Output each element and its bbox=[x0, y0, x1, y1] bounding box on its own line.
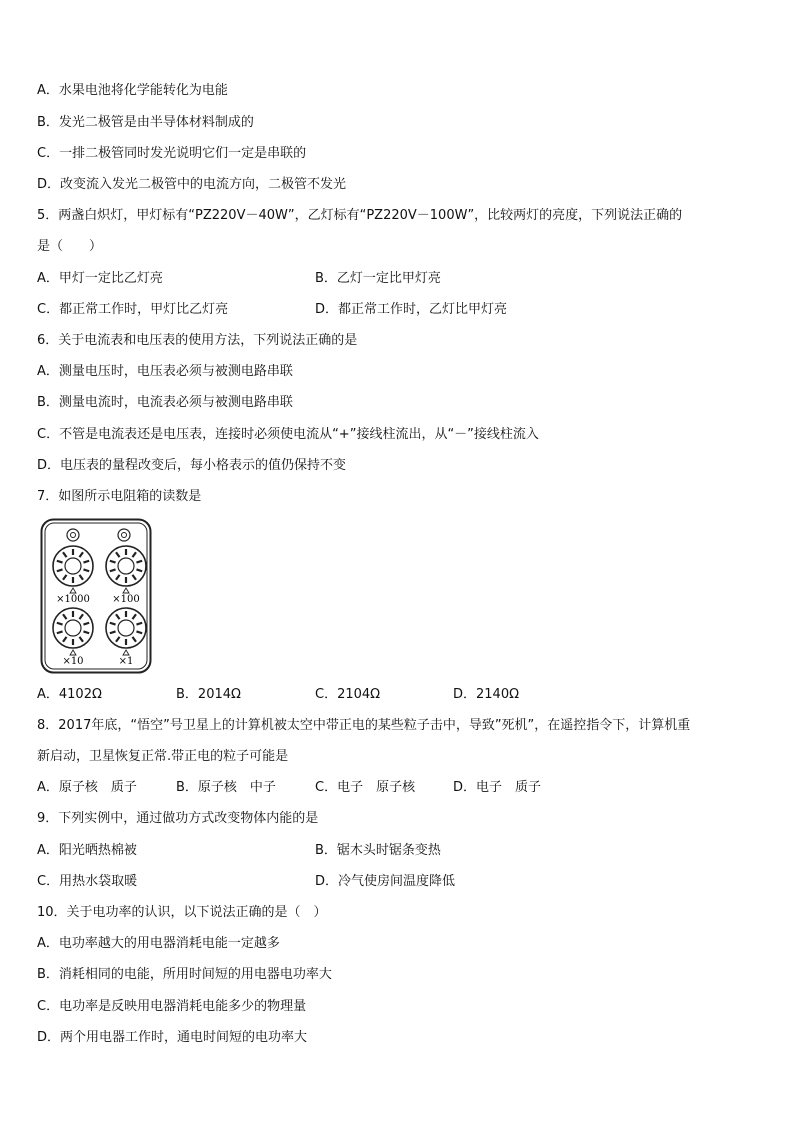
q10-option-d: D．两个用电器工作时，通电时间短的电功率大 bbox=[37, 1030, 308, 1045]
dial-x100-icon bbox=[106, 546, 146, 593]
q8-option-d: D．电子 质子 bbox=[453, 780, 542, 795]
q9-stem: 9．下列实例中，通过做功方式改变物体内能的是 bbox=[37, 811, 319, 826]
q9-option-b: B．锯木头时锯条变热 bbox=[315, 843, 441, 858]
dial-x1-icon bbox=[106, 608, 146, 655]
q4-option-c: C．一排二极管同时发光说明它们一定是串联的 bbox=[37, 146, 307, 161]
q7-stem: 7．如图所示电阻箱的读数是 bbox=[37, 489, 202, 504]
q10-stem: 10．关于电功率的认识，以下说法正确的是（ ） bbox=[37, 905, 327, 920]
dial-label-x100: ×100 bbox=[112, 594, 140, 605]
dial-label-x10: ×10 bbox=[62, 656, 84, 667]
q7-option-b: B．2014Ω bbox=[176, 687, 241, 702]
q7-option-c: C．2104Ω bbox=[315, 687, 381, 702]
q9-option-c: C．用热水袋取暖 bbox=[37, 874, 138, 889]
dial-label-x1000: ×1000 bbox=[56, 594, 90, 605]
q10-option-b: B．消耗相同的电能，所用时间短的用电器电功率大 bbox=[37, 967, 332, 982]
q6-stem: 6．关于电流表和电压表的使用方法，下列说法正确的是 bbox=[37, 333, 358, 348]
q5-option-a: A．甲灯一定比乙灯亮 bbox=[37, 271, 163, 286]
q10-option-a: A．电功率越大的用电器消耗电能一定越多 bbox=[37, 936, 280, 951]
dial-x1000-icon bbox=[53, 546, 93, 593]
terminal-right-icon bbox=[118, 529, 130, 541]
dial-x10-icon bbox=[53, 608, 93, 655]
dial-label-x1: ×1 bbox=[118, 656, 134, 667]
q5-stem-line2: 是（ ） bbox=[37, 239, 103, 254]
q4-option-d: D．改变流入发光二极管中的电流方向，二极管不发光 bbox=[37, 177, 347, 192]
q8-option-b: B．原子核 中子 bbox=[176, 780, 276, 795]
q4-option-b: B．发光二极管是由半导体材料制成的 bbox=[37, 115, 254, 130]
q5-option-b: B．乙灯一定比甲灯亮 bbox=[315, 271, 441, 286]
terminal-left-icon bbox=[67, 529, 79, 541]
q8-option-c: C．电子 原子核 bbox=[315, 780, 416, 795]
q9-option-a: A．阳光晒热棉被 bbox=[37, 843, 137, 858]
q6-option-b: B．测量电流时，电流表必须与被测电路串联 bbox=[37, 395, 293, 410]
q6-option-d: D．电压表的量程改变后，每小格表示的值仍保持不变 bbox=[37, 458, 347, 473]
q7-option-d: D．2140Ω bbox=[453, 687, 520, 702]
q7-option-a: A．4102Ω bbox=[37, 687, 102, 702]
q10-option-c: C．电功率是反映用电器消耗电能多少的物理量 bbox=[37, 999, 307, 1014]
q5-option-c: C．都正常工作时，甲灯比乙灯亮 bbox=[37, 302, 229, 317]
q8-stem-line2: 新启动，卫星恢复正常.带正电的粒子可能是 bbox=[37, 749, 289, 764]
resistance-box-figure bbox=[40, 518, 152, 674]
q9-option-d: D．冷气使房间温度降低 bbox=[315, 874, 456, 889]
q8-stem-line1: 8．2017年底，“悟空”号卫星上的计算机被太空中带正电的某些粒子击中，导致”死机”，在遥控指令下，计算机重 bbox=[37, 718, 691, 733]
q6-option-a: A．测量电压时，电压表必须与被测电路串联 bbox=[37, 364, 293, 379]
q5-option-d: D．都正常工作时，乙灯比甲灯亮 bbox=[315, 302, 508, 317]
q8-option-a: A．原子核 质子 bbox=[37, 780, 137, 795]
q6-option-c: C．不管是电流表还是电压表，连接时必须使电流从“+”接线柱流出，从“－”接线柱流入 bbox=[37, 427, 539, 442]
q4-option-a: A．水果电池将化学能转化为电能 bbox=[37, 83, 228, 98]
q5-stem-line1: 5．两盏白炽灯，甲灯标有“PZ220V－40W”，乙灯标有“PZ220V－100W”，比较两灯的亮度，下列说法正确的 bbox=[37, 208, 683, 223]
